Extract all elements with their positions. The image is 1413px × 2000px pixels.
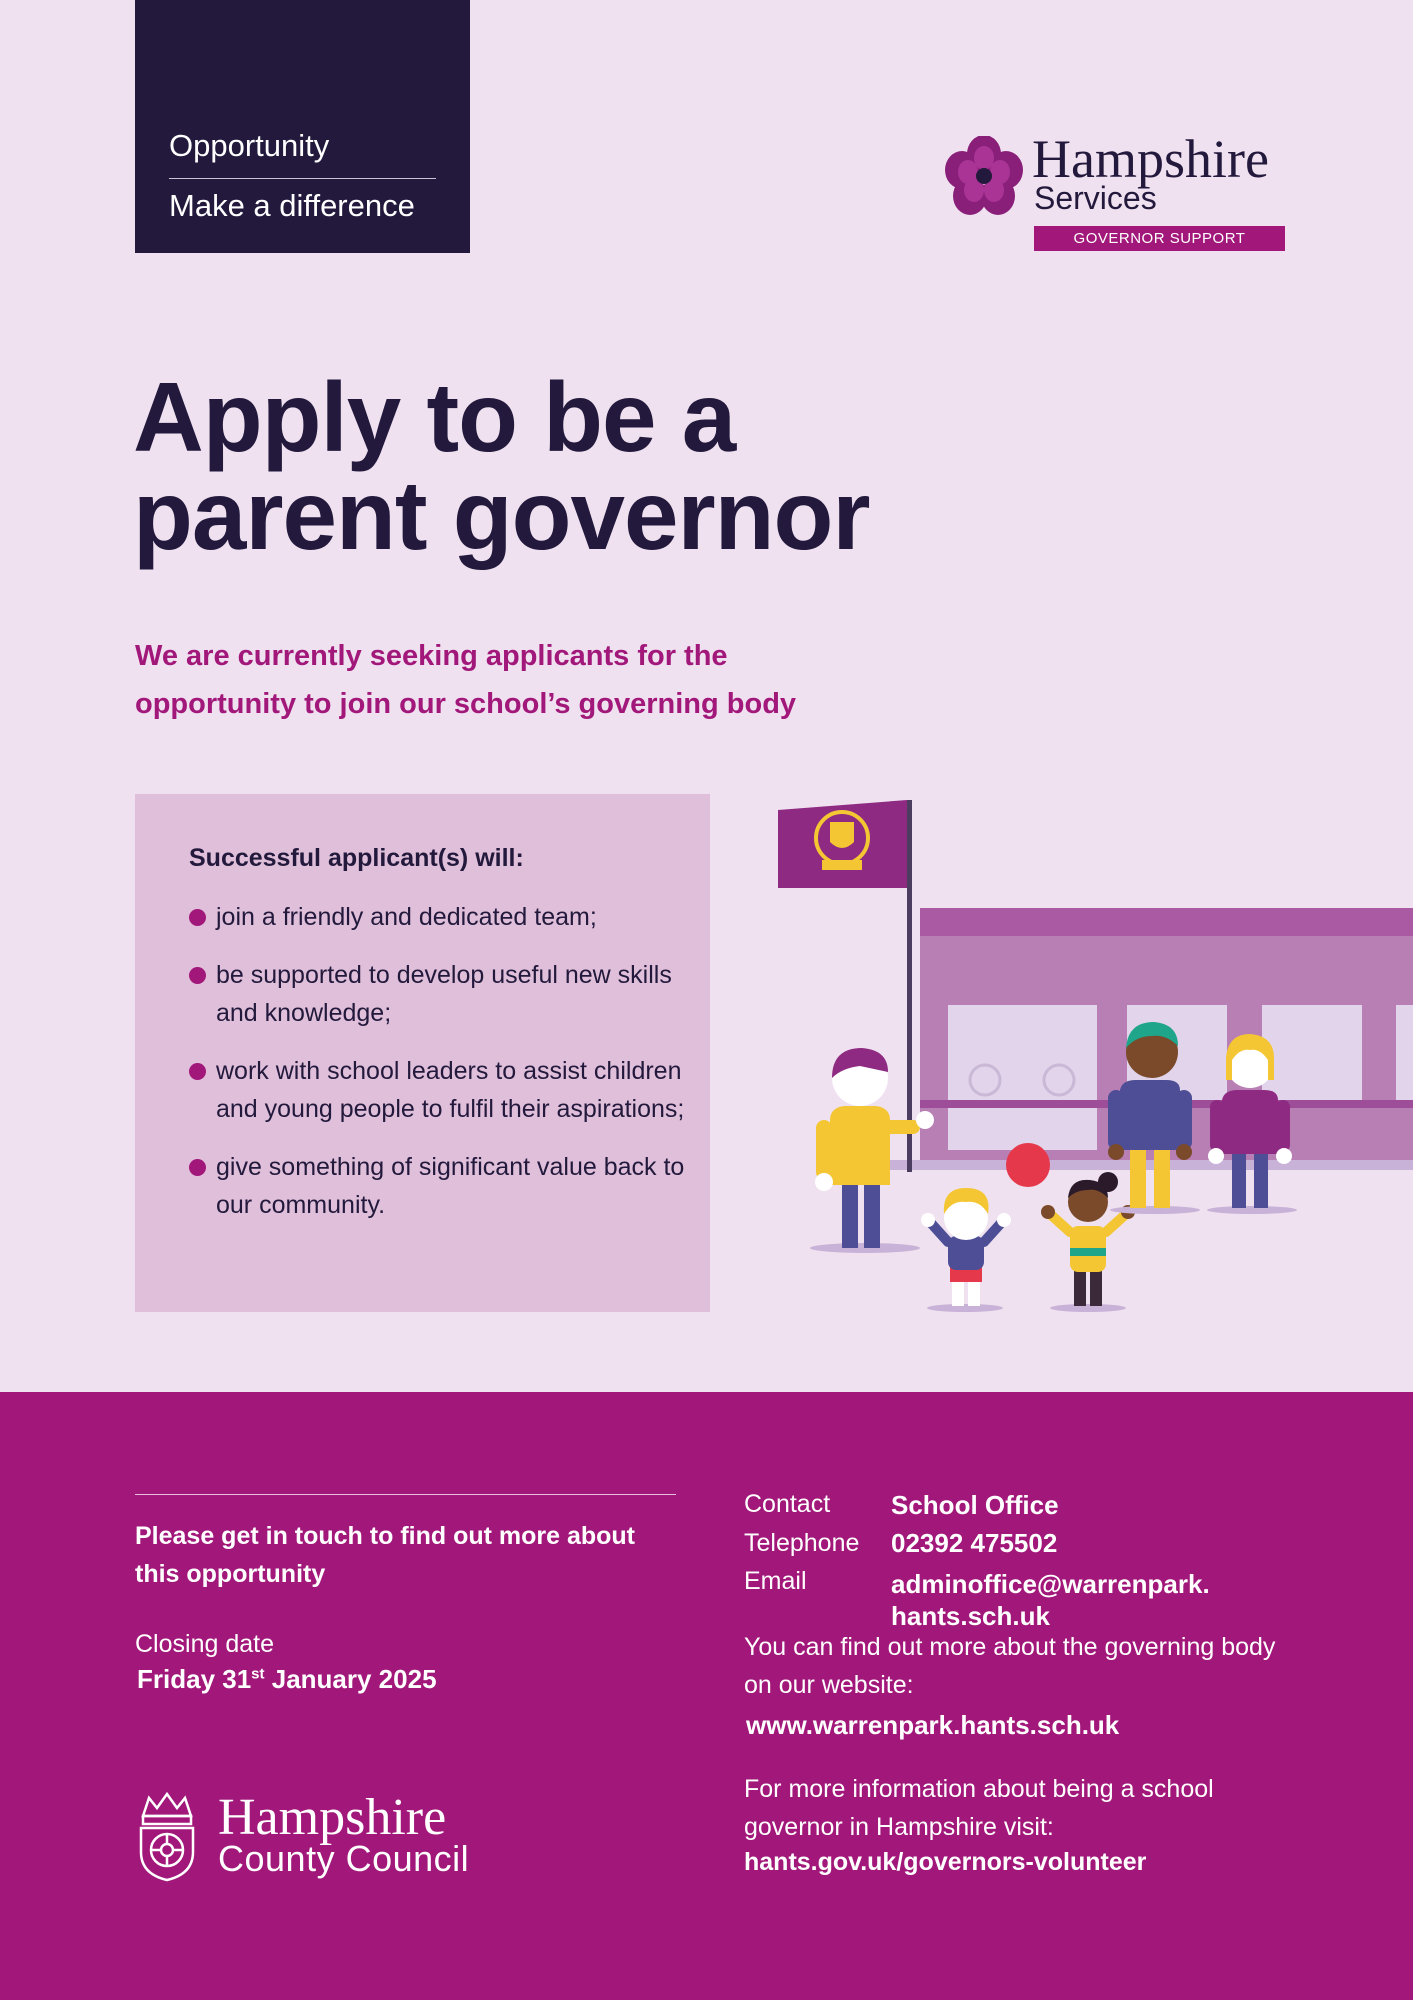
list-item [189,1052,689,1128]
hampshire-county-council-logo [135,1789,480,1892]
bullet-dot [189,967,206,984]
panel-heading: Successful applicant(s) will: [189,844,524,872]
telephone-value[interactable]: 02392 475502 [891,1528,1058,1558]
footer-divider [135,1494,676,1495]
county-crest-icon [135,1792,199,1882]
subhead-line-2: opportunity to join our school’s governing body [135,688,797,720]
closing-month-year: January 2025 [264,1664,437,1694]
list-item-text: work with school leaders to assist children and young people to fulfil their aspirations; [216,1057,685,1123]
subhead-line-1: We are currently seeking applicants for the [135,640,728,672]
list-item [189,898,689,936]
page-title [133,362,870,570]
contact-value: School Office [891,1490,1059,1520]
email-line-2: hants.sch.uk [891,1601,1050,1631]
hs-logo-sub: Services [1034,180,1157,216]
list-item [189,1148,689,1224]
list-item-text: join a friendly and dedicated team; [216,903,597,931]
list-item-text: give something of significant value back to our community. [216,1153,685,1219]
list-item [189,956,689,1032]
bullet-dot [189,909,206,926]
title-line-1: Apply to be a [133,362,736,472]
tag-divider [169,178,436,179]
list-item-text: be supported to develop useful new skills and knowledge; [216,961,672,1027]
school-illustration [770,790,1413,1320]
tag-make-difference: Make a difference [169,188,415,223]
hcc-sub: County Council [218,1838,470,1879]
governor-support-bar: GOVERNOR SUPPORT [1034,226,1285,251]
cta-text: Please get in touch to find out more about this opportunity [135,1522,636,1588]
bullet-dot [189,1159,206,1176]
flower-logo-icon [944,136,1024,216]
title-line-2: parent governor [133,460,870,570]
hampshire-services-logo [944,128,1289,256]
more-info-text: For more information about being a school governor in Hampshire visit: [744,1775,1214,1841]
footer-band [0,1392,1413,2000]
email-line-1: adminoffice@warrenpark. [891,1569,1210,1599]
contact-label: Contact [744,1490,831,1518]
closing-day: Friday 31 [137,1664,252,1694]
closing-day-suffix: st [251,1665,265,1683]
benefit-list [189,898,689,1244]
email-label: Email [744,1567,807,1595]
bullet-dot [189,1063,206,1080]
website-link[interactable]: www.warrenpark.hants.sch.uk [746,1710,1120,1740]
website-text: You can find out more about the governing body on our website: [744,1633,1276,1699]
email-value[interactable] [891,1568,1210,1632]
hcc-name: Hampshire [218,1789,447,1846]
applicant-panel [135,794,710,1312]
closing-date-value [137,1664,437,1695]
telephone-label: Telephone [744,1529,860,1557]
more-info-link[interactable]: hants.gov.uk/governors-volunteer [744,1848,1147,1876]
closing-date-label: Closing date [135,1630,274,1658]
hs-logo-name: Hampshire [1032,129,1269,189]
tag-box [135,0,470,253]
subheading [135,632,935,728]
tag-opportunity: Opportunity [169,128,330,163]
